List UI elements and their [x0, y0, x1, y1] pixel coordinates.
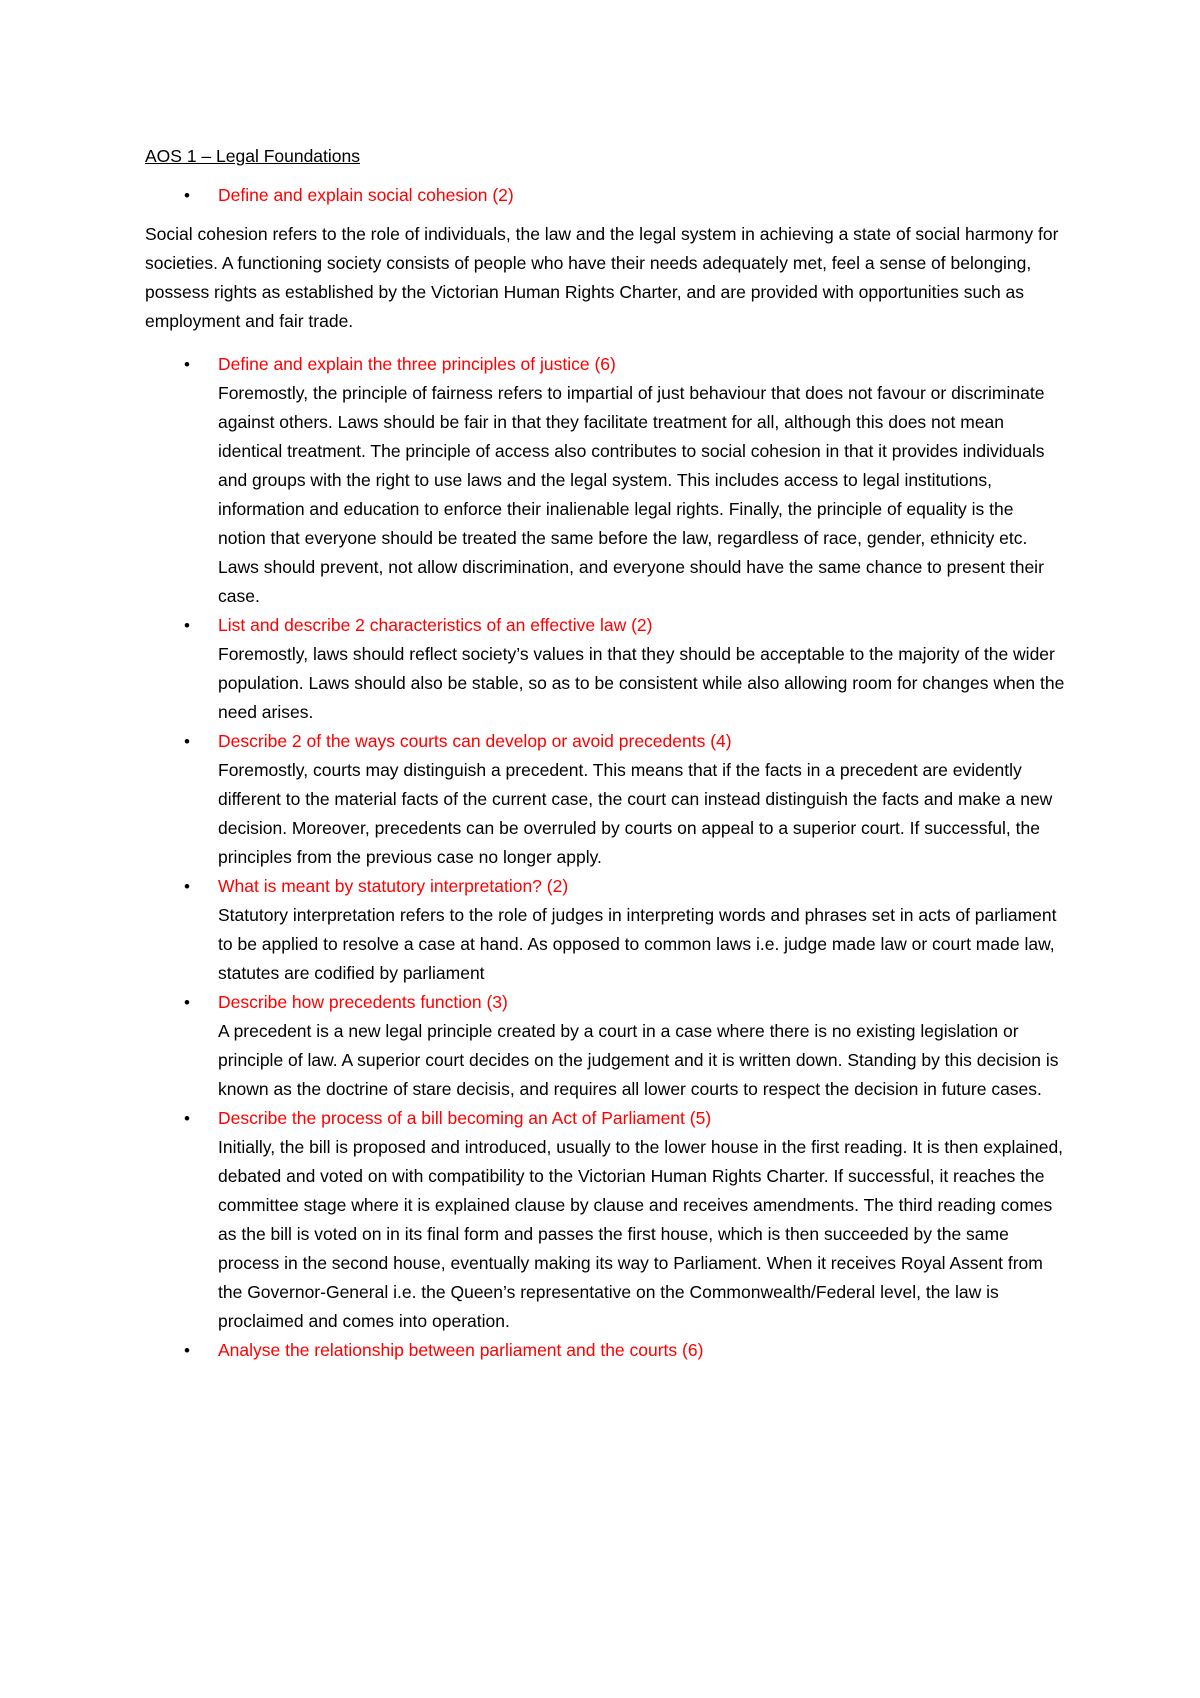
bullet-icon: •: [184, 186, 190, 205]
question-text: List and describe 2 characteristics of an effective law (2): [218, 615, 653, 635]
bullet-icon: •: [184, 1341, 190, 1360]
bullet-icon: •: [184, 993, 190, 1012]
answer-text: Foremostly, courts may distinguish a precedent. This means that if the facts in a precedent are evidently different to the material facts of the current case, the court can instead distinguish the facts and make a new decision. Moreover, precedents can be overruled by courts on appeal to a superior court. If successful, the principles from the previous case no longer apply.: [218, 760, 1053, 867]
list-item: [145, 872, 1065, 988]
list-item: [145, 727, 1065, 872]
answer-text: Initially, the bill is proposed and introduced, usually to the lower house in the first reading. It is then explained, debated and voted on with compatibility to the Victorian Human Rights Charter. If successful, it reaches the committee stage where it is explained clause by clause and receives amendments. The third reading comes as the bill is voted on in its final form and passes the first house, which is then succeeded by the same process in the second house, eventually making its way to Parliament. When it receives Royal Assent from the Governor-General i.e. the Queen’s representative on the Commonwealth/Federal level, the law is proclaimed and comes into operation.: [218, 1137, 1064, 1331]
question-list: [145, 350, 1065, 1365]
question-text: Define and explain the three principles of justice (6): [218, 354, 616, 374]
bullet-icon: •: [184, 616, 190, 635]
question-text: Analyse the relationship between parliament and the courts (6): [218, 1340, 704, 1360]
question-text: Describe the process of a bill becoming an Act of Parliament (5): [218, 1108, 712, 1128]
list-item: [145, 1336, 1065, 1365]
list-item: [145, 611, 1065, 727]
list-item: [145, 181, 1065, 210]
answer-text: Foremostly, laws should reflect society’s values in that they should be acceptable to the majority of the wider population. Laws should also be stable, so as to be consistent while also allowing room for changes when the need arises.: [218, 644, 1065, 722]
bullet-icon: •: [184, 732, 190, 751]
question-text: What is meant by statutory interpretation? (2): [218, 876, 569, 896]
list-item: [145, 350, 1065, 611]
intro-answer-paragraph: Social cohesion refers to the role of individuals, the law and the legal system in achieving a state of social harmony for societies. A functioning society consists of people who have their needs adequately met, feel a sense of belonging, possess rights as established by the Victorian Human Rights Charter, and are provided with opportunities such as employment and fair trade.: [145, 224, 1059, 331]
question-text: Describe how precedents function (3): [218, 992, 508, 1012]
list-item: [145, 1104, 1065, 1336]
answer-text: Statutory interpretation refers to the role of judges in interpreting words and phrases set in acts of parliament to be applied to resolve a case at hand. As opposed to common laws i.e. judge made law or court made law, statutes are codified by parliament: [218, 905, 1057, 983]
bullet-icon: •: [184, 1109, 190, 1128]
bullet-icon: •: [184, 877, 190, 896]
bullet-icon: •: [184, 355, 190, 374]
intro-question-list: [145, 181, 1065, 210]
document-title: AOS 1 – Legal Foundations: [145, 146, 361, 166]
list-item: [145, 988, 1065, 1104]
answer-text: A precedent is a new legal principle created by a court in a case where there is no existing legislation or principle of law. A superior court decides on the judgement and it is written down. Standing by this decision is known as the doctrine of stare decisis, and requires all lower courts to respect the decision in future cases.: [218, 1021, 1059, 1099]
answer-text: Foremostly, the principle of fairness refers to impartial of just behaviour that does not favour or discriminate against others. Laws should be fair in that they facilitate treatment for all, although this does not mean identical treatment. The principle of access also contributes to social cohesion in that it provides individuals and groups with the right to use laws and the legal system. This includes access to legal institutions, information and education to enforce their inalienable legal rights. Finally, the principle of equality is the notion that everyone should be treated the same before the law, regardless of race, gender, ethnicity etc. Laws should prevent, not allow discrimination, and everyone should have the same chance to present their case.: [218, 383, 1045, 606]
document-content: [145, 142, 1065, 1365]
question-text: Describe 2 of the ways courts can develop or avoid precedents (4): [218, 731, 732, 751]
question-text: Define and explain social cohesion (2): [218, 185, 514, 205]
